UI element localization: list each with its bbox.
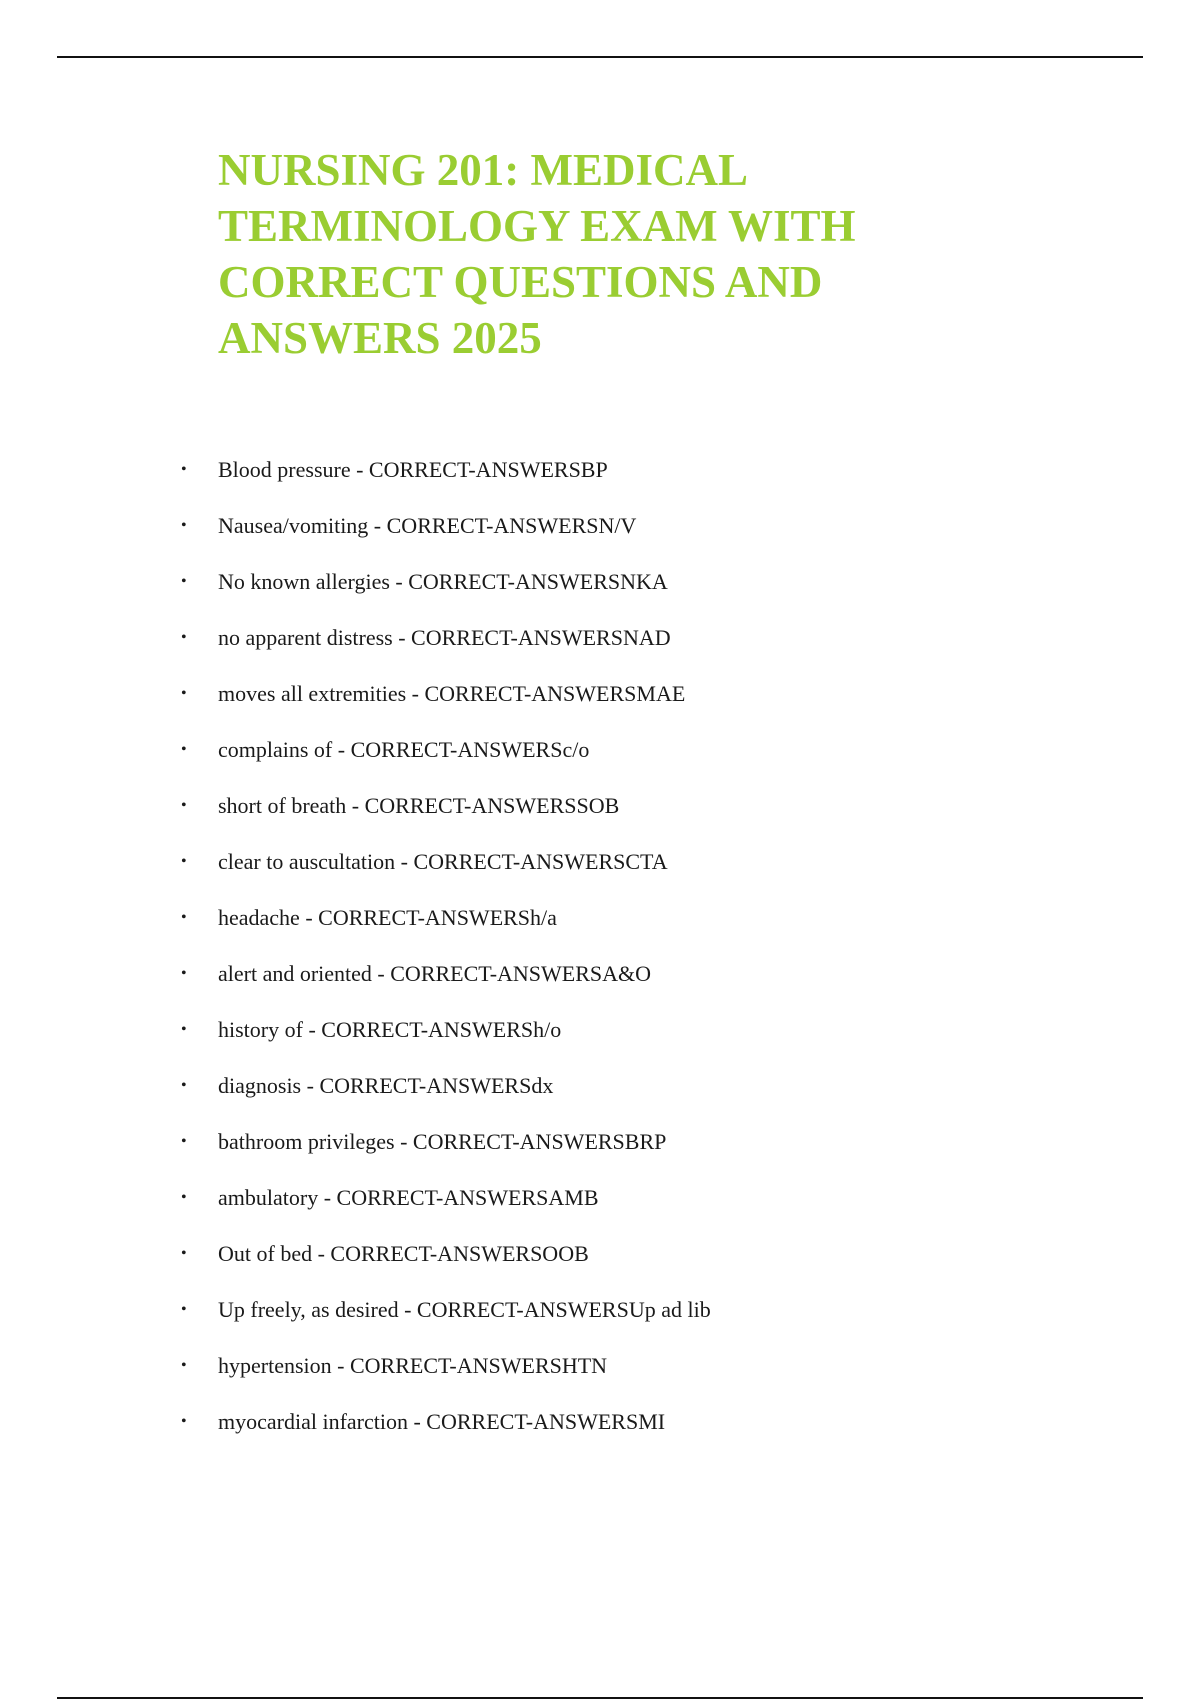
- list-item-text: No known allergies - CORRECT-ANSWERSNKA: [218, 569, 668, 594]
- list-item-text: moves all extremities - CORRECT-ANSWERSMAE: [218, 681, 686, 706]
- list-item-text: ambulatory - CORRECT-ANSWERSAMB: [218, 1185, 599, 1210]
- list-item: [0, 1282, 711, 1338]
- bullet-icon: •: [181, 853, 187, 870]
- list-item-text: Blood pressure - CORRECT-ANSWERSBP: [218, 457, 608, 482]
- bullet-icon: •: [181, 1189, 187, 1206]
- list-item: [0, 498, 711, 554]
- bullet-icon: •: [181, 517, 187, 534]
- list-item-text: headache - CORRECT-ANSWERSh/a: [218, 905, 557, 930]
- list-item-text: bathroom privileges - CORRECT-ANSWERSBRP: [218, 1129, 667, 1154]
- list-item-text: Out of bed - CORRECT-ANSWERSOOB: [218, 1241, 589, 1266]
- bullet-icon: •: [181, 797, 187, 814]
- bullet-icon: •: [181, 1077, 187, 1094]
- list-item-text: diagnosis - CORRECT-ANSWERSdx: [218, 1073, 554, 1098]
- list-item-text: myocardial infarction - CORRECT-ANSWERSMI: [218, 1409, 666, 1434]
- list-item: [0, 1338, 711, 1394]
- list-item: [0, 1058, 711, 1114]
- bullet-icon: •: [181, 685, 187, 702]
- bullet-icon: •: [181, 965, 187, 982]
- bullet-icon: •: [181, 1021, 187, 1038]
- list-item: [0, 1170, 711, 1226]
- list-item: [0, 722, 711, 778]
- list-item-text: alert and oriented - CORRECT-ANSWERSA&O: [218, 961, 652, 986]
- list-item-text: complains of - CORRECT-ANSWERSc/o: [218, 737, 590, 762]
- bullet-icon: •: [181, 573, 187, 590]
- list-item-text: Nausea/vomiting - CORRECT-ANSWERSN/V: [218, 513, 637, 538]
- list-item: [0, 554, 711, 610]
- bullet-icon: •: [181, 461, 187, 478]
- list-item: [0, 666, 711, 722]
- list-item: [0, 778, 711, 834]
- bottom-rule: [57, 1697, 1143, 1699]
- top-rule: [57, 56, 1143, 58]
- list-item-text: Up freely, as desired - CORRECT-ANSWERSUp ad lib: [218, 1297, 711, 1322]
- bullet-icon: •: [181, 1357, 187, 1374]
- list-item-text: hypertension - CORRECT-ANSWERSHTN: [218, 1353, 608, 1378]
- list-item: [0, 1114, 711, 1170]
- bullet-icon: •: [181, 741, 187, 758]
- list-item: [0, 1002, 711, 1058]
- bullet-icon: •: [181, 1301, 187, 1318]
- qa-list: [0, 442, 711, 1450]
- bullet-icon: •: [181, 1245, 187, 1262]
- bullet-icon: •: [181, 1133, 187, 1150]
- list-item: [0, 442, 711, 498]
- list-item-text: history of - CORRECT-ANSWERSh/o: [218, 1017, 562, 1042]
- bullet-icon: •: [181, 1413, 187, 1430]
- list-item: [0, 946, 711, 1002]
- list-item: [0, 610, 711, 666]
- bullet-icon: •: [181, 629, 187, 646]
- document-title: NURSING 201: MEDICAL TERMINOLOGY EXAM WITH CORRECT QUESTIONS AND ANSWERS 2025: [218, 145, 856, 363]
- list-item: [0, 1394, 711, 1450]
- bullet-icon: •: [181, 909, 187, 926]
- list-item-text: clear to auscultation - CORRECT-ANSWERSCTA: [218, 849, 668, 874]
- list-item: [0, 890, 711, 946]
- list-item: [0, 1226, 711, 1282]
- list-item: [0, 834, 711, 890]
- list-item-text: short of breath - CORRECT-ANSWERSSOB: [218, 793, 620, 818]
- list-item-text: no apparent distress - CORRECT-ANSWERSNAD: [218, 625, 671, 650]
